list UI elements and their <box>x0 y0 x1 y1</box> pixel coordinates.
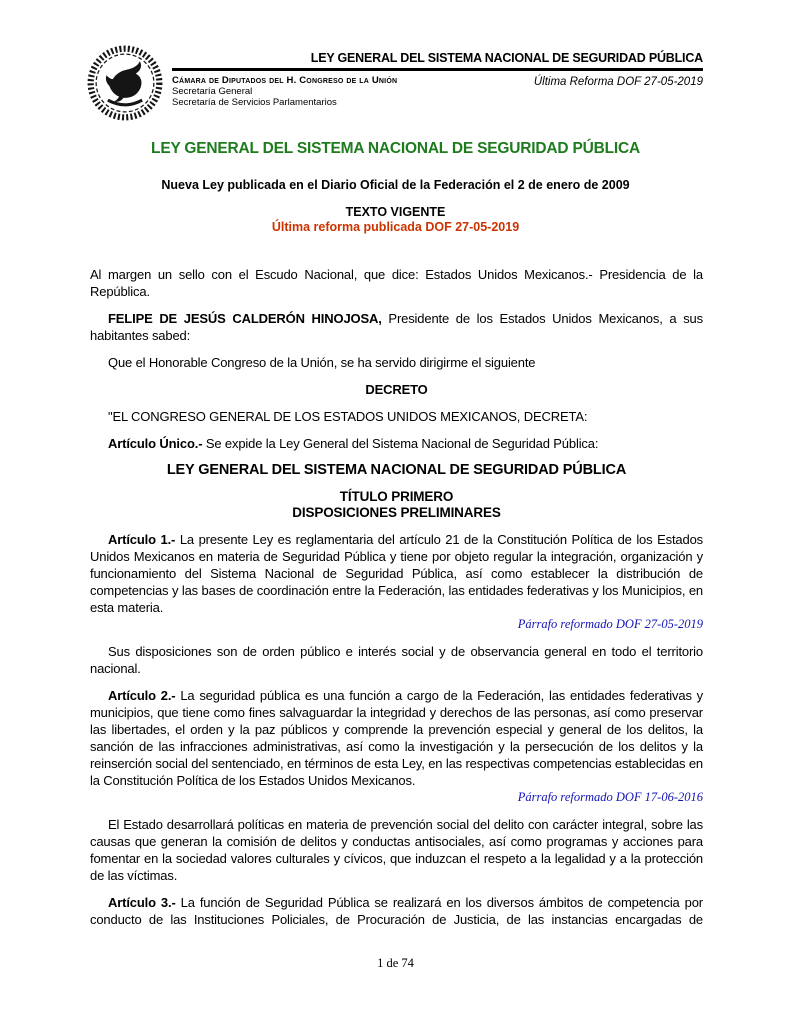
articulo-2-lead: Artículo 2.- <box>108 688 176 703</box>
paragraph-text: El Estado desarrollará políticas en materia de prevención social del delito con carácter integral, sobre las causas que generan la comisión de delitos y conductas antisociales, así como programas y acciones para fomentar en la sociedad valores culturales y cívicos, que induzcan el respeto a la legalidad y a la protección de las víctimas. <box>90 817 703 883</box>
paragraph-text: La seguridad pública es una función a cargo de la Federación, las entidades federativas y municipios, que tiene como fines salvaguardar la integridad y derechos de las personas, así como preservar las libertades, el orden y la paz públicos y comprende la prevención especial y general de los delitos, la sanción de las infracciones administrativas, así como la investigación y la persecución de los delitos y la reinserción social del sentenciado, en términos de esta Ley, en las respectivas competencias establecidas en la Constitución Política de los Estados Unidos Mexicanos. <box>90 688 703 788</box>
secretariat-parliamentary: Secretaría de Servicios Parlamentarios <box>172 97 337 108</box>
last-reform-date: Última Reforma DOF 27-05-2019 <box>533 76 703 88</box>
paragraph-estado <box>90 816 703 884</box>
articulo-1-lead: Artículo 1.- <box>108 532 176 547</box>
articulo-3-lead: Artículo 3.- <box>108 895 176 910</box>
paragraph-text: "EL CONGRESO GENERAL DE LOS ESTADOS UNIDOS MEXICANOS, DECRETA: <box>108 409 588 424</box>
paragraph-text: Sus disposiciones son de orden público e interés social y de observancia general en todo el territorio nacional. <box>90 644 703 676</box>
header-meta-row <box>172 75 703 108</box>
issuing-institution <box>172 75 397 108</box>
reform-annotation-1: Párrafo reformado DOF 27-05-2019 <box>517 617 703 631</box>
paragraph-articulo-unico <box>90 435 703 452</box>
chamber-name: Cámara de Diputados del H. Congreso de la Unión <box>172 75 398 86</box>
eagle-seal-icon <box>86 44 164 122</box>
paragraph-text: La presente Ley es reglamentaria del artículo 21 de la Constitución Política de los Estados Unidos Mexicanos en materia de Seguridad Pública y tiene por objeto regular la integración, organización y funcionamiento del Sistema Nacional de Seguridad Pública, así como establecer la distribución de competencias y las bases de coordinación entre la Federación, las entidades federativas y los Municipios, en esta materia. <box>90 532 703 615</box>
heading-decreto: DECRETO <box>365 382 428 397</box>
publication-note: Nueva Ley publicada en el Diario Oficial de la Federación el 2 de enero de 2009 <box>161 178 630 192</box>
paragraph-articulo-3 <box>90 894 703 928</box>
paragraph-disposiciones <box>90 643 703 677</box>
document-body <box>90 266 703 938</box>
national-seal <box>86 44 168 122</box>
heading-titulo-primero <box>90 489 703 521</box>
titulo-line: TÍTULO PRIMERO <box>339 489 454 504</box>
page-header <box>86 44 703 122</box>
title-block <box>88 140 703 234</box>
reform-annotation-2: Párrafo reformado DOF 17-06-2016 <box>517 790 703 804</box>
paragraph-articulo-1 <box>90 531 703 616</box>
paragraph-opening <box>90 266 703 300</box>
status-text: TEXTO VIGENTE <box>345 205 446 219</box>
paragraph-congress <box>90 354 703 371</box>
paragraph-president <box>90 310 703 344</box>
paragraph-text: Que el Honorable Congreso de la Unión, se ha servido dirigirme el siguiente <box>108 355 536 370</box>
paragraph-text: La función de Seguridad Pública se realizará en los diversos ámbitos de competencia por conducto de las Instituciones Policiales, de Procuración de Justicia, de las instancias encargadas de <box>90 895 703 927</box>
page-number: 1 de 74 <box>377 956 414 970</box>
law-title: LEY GENERAL DEL SISTEMA NACIONAL DE SEGURIDAD PÚBLICA <box>151 140 640 157</box>
president-name-lead: FELIPE DE JESÚS CALDERÓN HINOJOSA, <box>108 311 382 326</box>
articulo-unico-lead: Artículo Único.- <box>108 436 203 451</box>
secretariat-general: Secretaría General <box>172 86 253 97</box>
reform-note: Última reforma publicada DOF 27-05-2019 <box>271 220 520 234</box>
paragraph-articulo-2 <box>90 687 703 789</box>
paragraph-text: Presidente de los Estados Unidos Mexicanos, a sus habitantes sabed: <box>90 311 703 343</box>
header-right-column <box>172 44 703 122</box>
paragraph-text: Se expide la Ley General del Sistema Nacional de Seguridad Pública: <box>202 436 599 451</box>
paragraph-decreta <box>90 408 703 425</box>
paragraph-text: Al margen un sello con el Escudo Nacional, que dice: Estados Unidos Mexicanos.- Presidencia de la República. <box>90 267 703 299</box>
header-doc-title: LEY GENERAL DEL SISTEMA NACIONAL DE SEGURIDAD PÚBLICA <box>172 51 703 71</box>
heading-law-title: LEY GENERAL DEL SISTEMA NACIONAL DE SEGURIDAD PÚBLICA <box>166 462 627 478</box>
disposiciones-line: DISPOSICIONES PRELIMINARES <box>292 505 501 520</box>
